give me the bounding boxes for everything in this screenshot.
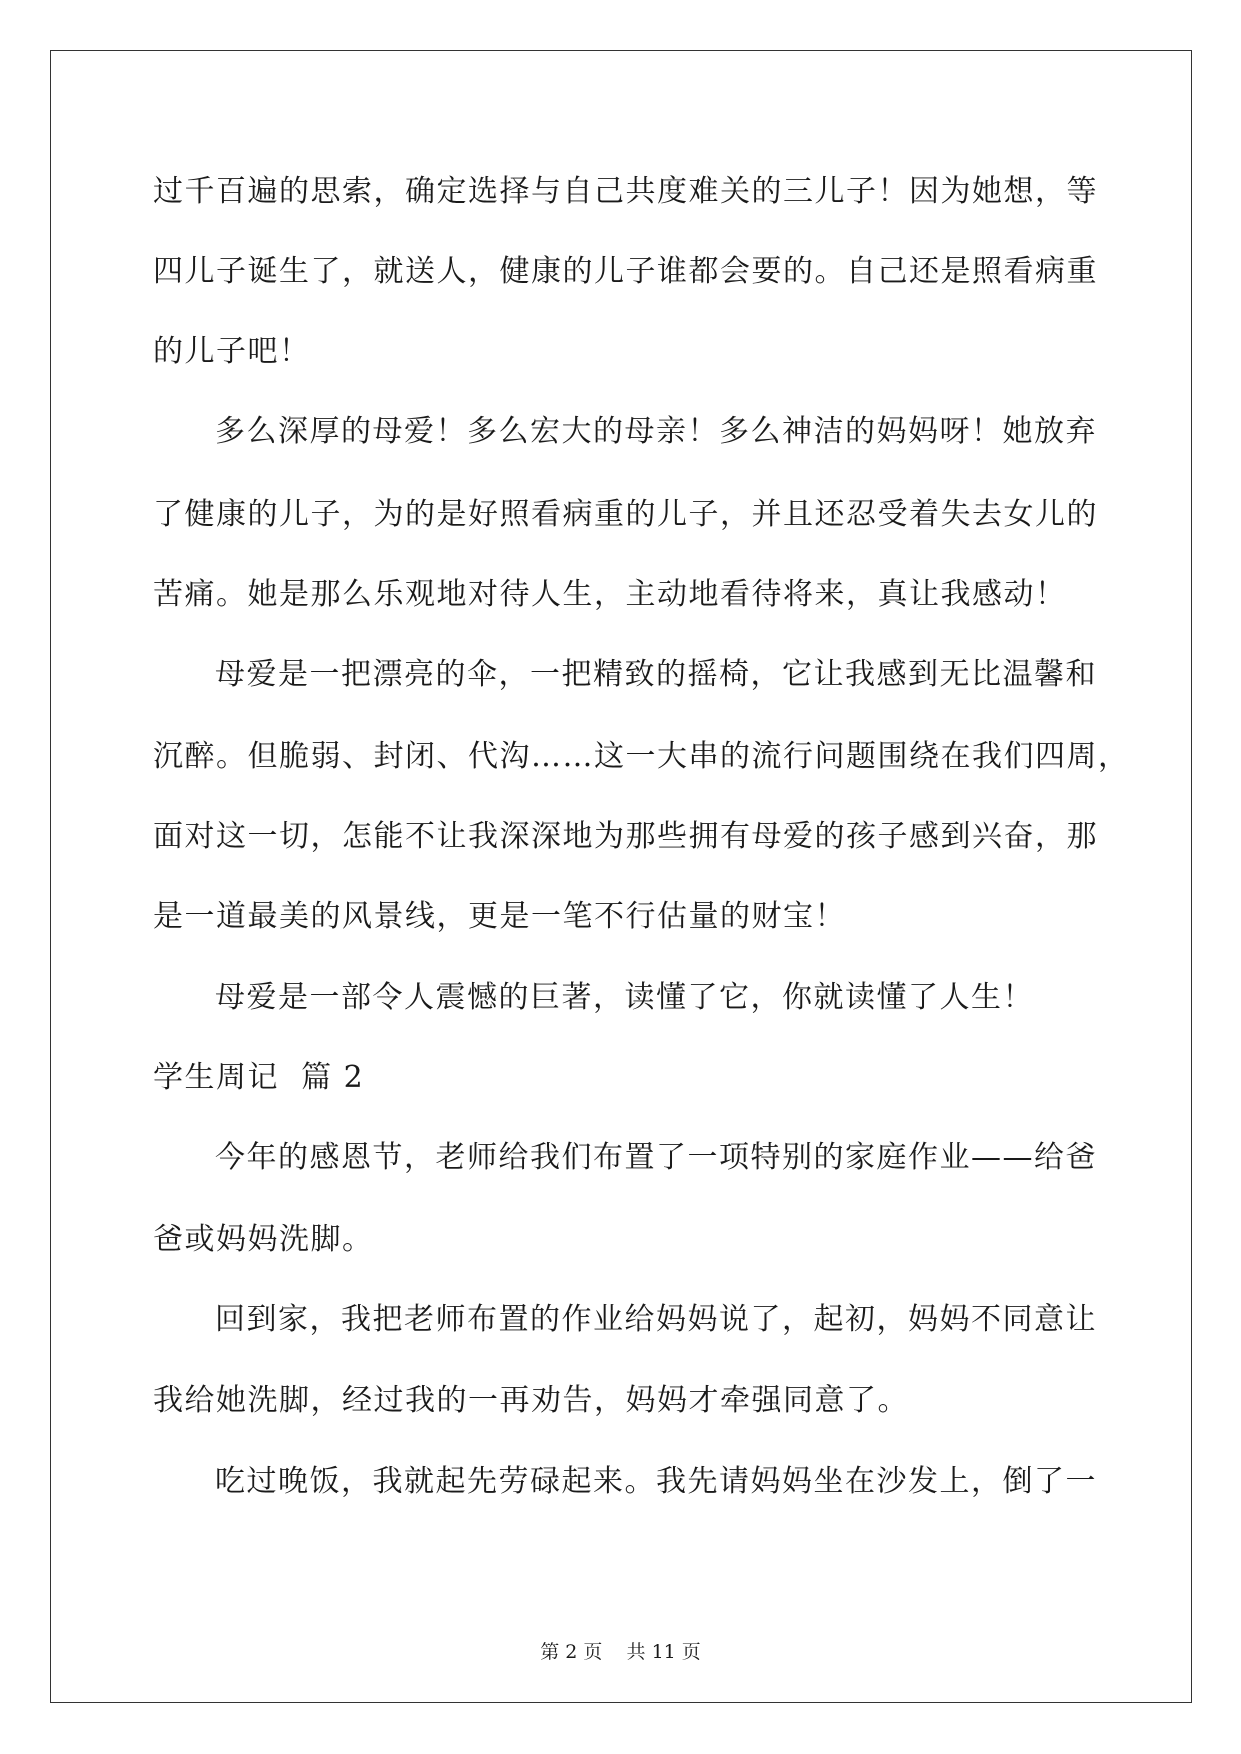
text-line: 面对这一切，怎能不让我深深地为那些拥有母爱的孩子感到兴奋，那 [153, 819, 1098, 854]
section-heading: 学生周记 篇 2 [153, 1060, 365, 1095]
text-line: 过千百遍的思索，确定选择与自己共度难关的三儿子！因为她想，等 [153, 174, 1098, 209]
page-border [50, 50, 1192, 1703]
paragraph-first-line: 吃过晚饭，我就起先劳碌起来。我先请妈妈坐在沙发上，倒了一 [215, 1464, 1097, 1499]
paragraph-first-line: 多么深厚的母爱！多么宏大的母亲！多么神洁的妈妈呀！她放弃 [215, 414, 1097, 449]
text-line: 的儿子吧！ [153, 334, 311, 369]
text-line: 我给她洗脚，经过我的一再劝告，妈妈才牵强同意了。 [153, 1383, 909, 1418]
paragraph-first-line: 今年的感恩节，老师给我们布置了一项特别的家庭作业——给爸 [215, 1140, 1097, 1175]
text-line: 沉醉。但脆弱、封闭、代沟……这一大串的流行问题围绕在我们四周， [153, 739, 1130, 774]
page-number-footer: 第 2 页 共 11 页 [540, 1641, 701, 1663]
text-line: 是一道最美的风景线，更是一笔不行估量的财宝！ [153, 899, 846, 934]
paragraph-first-line: 母爱是一部令人震憾的巨著，读懂了它，你就读懂了人生！ [215, 980, 1034, 1015]
paragraph-first-line: 母爱是一把漂亮的伞，一把精致的摇椅，它让我感到无比温馨和 [215, 657, 1097, 692]
paragraph-first-line: 回到家，我把老师布置的作业给妈妈说了，起初，妈妈不同意让 [215, 1302, 1097, 1337]
text-line: 苦痛。她是那么乐观地对待人生，主动地看待将来，真让我感动！ [153, 577, 1067, 612]
text-line: 四儿子诞生了，就送人，健康的儿子谁都会要的。自己还是照看病重 [153, 254, 1098, 289]
text-line: 了健康的儿子，为的是好照看病重的儿子，并且还忍受着失去女儿的 [153, 497, 1098, 532]
text-line: 爸或妈妈洗脚。 [153, 1222, 374, 1257]
